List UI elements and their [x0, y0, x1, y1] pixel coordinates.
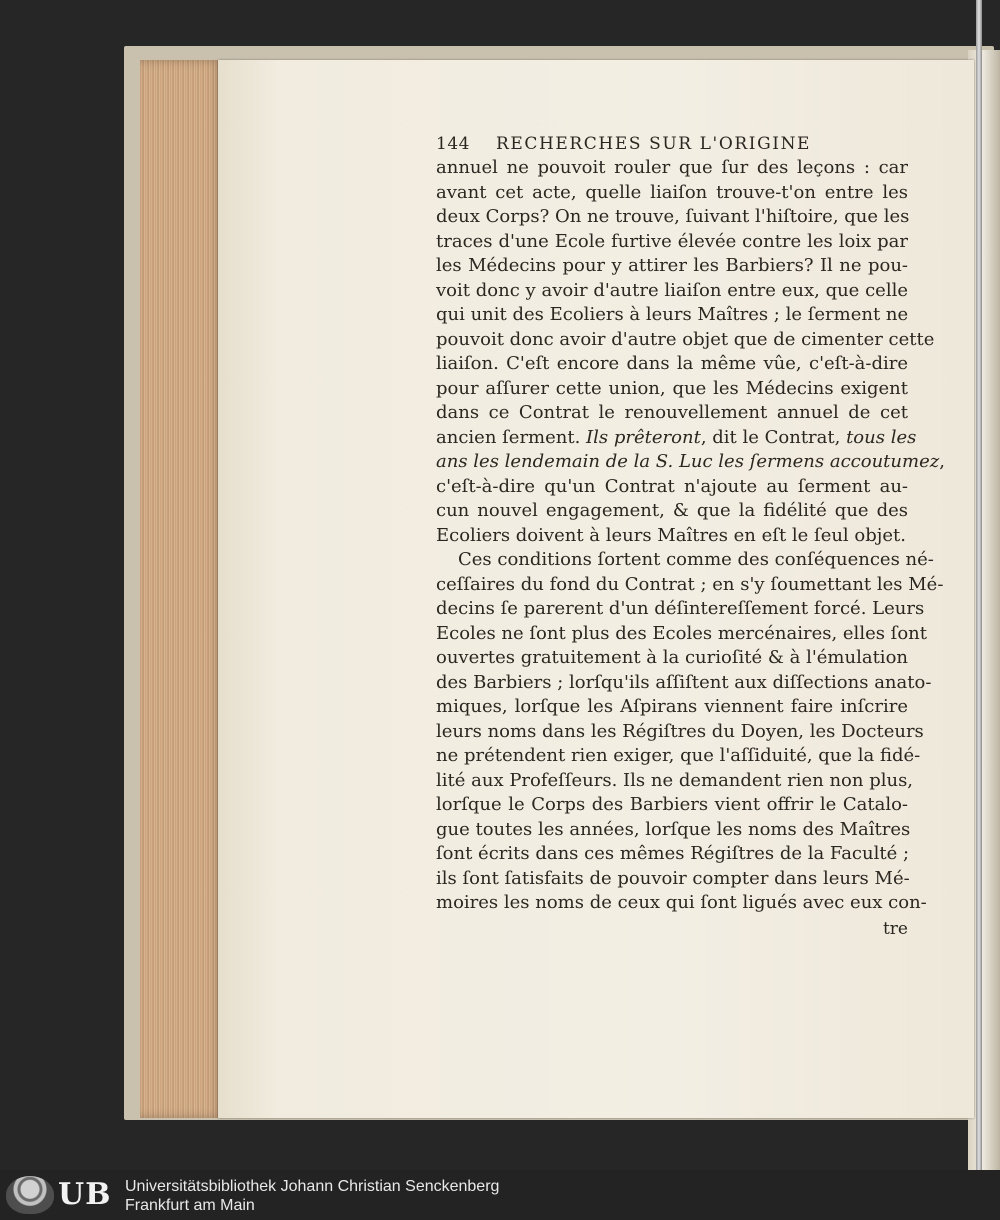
text-span: les Médecins pour y attirer les Barbiers? Il ne pou-: [436, 255, 908, 276]
text-span: pouvoit donc avoir d'autre objet que de cimenter cette: [436, 328, 935, 350]
text-line: [436, 475, 908, 500]
text-span: pour aſſurer cette union, que les Médecins exigent: [436, 377, 908, 399]
text-span: ,: [939, 451, 945, 472]
text-line: [436, 646, 908, 671]
text-span: ancien ſerment.: [436, 426, 587, 448]
body-text: [436, 156, 945, 916]
running-head-title: RECHERCHES SUR L'ORIGINE: [495, 134, 812, 154]
text-span: decins ſe parerent d'un déſintereſſement forcé. Leurs: [436, 598, 925, 619]
library-logo[interactable]: [6, 1176, 118, 1214]
page-text-block: [436, 132, 945, 940]
text-line: [436, 279, 908, 304]
text-span: gue toutes les années, lorſque les noms des Maîtres: [436, 818, 911, 840]
text-span: Ces conditions ſortent comme des conſéquences né-: [458, 549, 934, 570]
text-line: [436, 401, 908, 426]
text-line: [436, 328, 935, 353]
text-line: [436, 842, 908, 867]
text-span: lorſque le Corps des Barbiers vient offrir le Catalo-: [436, 794, 908, 815]
italic-text: Ils prêteront: [586, 426, 701, 448]
text-span: , dit le Contrat,: [700, 426, 847, 448]
portrait-icon: [6, 1176, 54, 1214]
text-span: ils ſont ſatisfaits de pouvoir compter dans leurs Mé-: [436, 867, 910, 889]
text-span: liaiſon. C'eſt encore dans la même vûe, c'eſt-à-dire: [436, 353, 908, 374]
text-span: ouvertes gratuitement à la curioſité & à l'émulation: [436, 647, 908, 668]
text-span: leurs noms dans les Régiſtres du Doyen, les Docteurs: [436, 720, 924, 742]
text-span: qui unit des Ecoliers à leurs Maîtres ; le ſerment ne: [436, 304, 909, 325]
page-clamp: [976, 0, 982, 1170]
text-span: annuel ne pouvoit rouler que ſur des leçons : car: [436, 157, 908, 178]
text-line: [436, 720, 924, 745]
text-line: [436, 303, 908, 328]
italic-text: ans les lendemain de la S. Luc les ſermens accoutumez: [436, 451, 940, 472]
text-span: moires les noms de ceux qui ſont ligués avec eux con-: [436, 892, 927, 913]
text-span: traces d'une Ecole furtive élevée contre les loix par: [436, 230, 908, 252]
text-line: [436, 867, 908, 892]
text-line: [436, 744, 921, 769]
text-line: [436, 499, 908, 524]
text-span: ceſſaires du fond du Contrat ; en s'y ſoumettant les Mé-: [436, 573, 944, 595]
text-line: [436, 891, 927, 916]
page-block-edges: [140, 60, 224, 1118]
italic-text: tous les: [846, 426, 917, 448]
text-line: [436, 254, 908, 279]
running-head: [436, 132, 908, 156]
text-line: [436, 205, 908, 230]
text-span: lité aux Profeſſeurs. Ils ne demandent rien non plus,: [436, 769, 914, 791]
text-line: [436, 695, 908, 720]
text-span: c'eſt-à-dire qu'un Contrat n'ajoute au ſerment au-: [436, 475, 908, 497]
text-span: deux Corps? On ne trouve, ſuivant l'hiſtoire, que les: [436, 206, 910, 227]
text-span: voit donc y avoir d'autre liaiſon entre eux, que celle: [436, 279, 908, 301]
text-line: [436, 181, 908, 206]
text-span: Ecoles ne ſont plus des Ecoles mercénaires, elles ſont: [436, 622, 928, 644]
text-line: [436, 230, 908, 255]
text-line: [436, 597, 925, 622]
library-city: Frankfurt am Main: [125, 1197, 255, 1214]
text-line: [436, 622, 928, 647]
text-line: [436, 156, 908, 181]
text-span: cun nouvel engagement, & que la fidélité que des: [436, 500, 908, 521]
text-line: [436, 426, 917, 451]
text-line: [436, 450, 945, 475]
text-line: [436, 377, 908, 402]
text-line: [436, 769, 914, 794]
text-line: [436, 573, 944, 598]
text-line: [436, 548, 934, 573]
text-line: [436, 524, 908, 549]
text-span: ne prétendent rien exiger, que l'aſſiduité, que la fidé-: [436, 745, 921, 766]
catchword: tre: [882, 918, 908, 939]
text-span: avant cet acte, quelle liaiſon trouve-t'on entre les: [436, 181, 908, 203]
text-line: [436, 352, 908, 377]
text-span: ſont écrits dans ces mêmes Régiſtres de la Faculté ;: [436, 843, 910, 864]
text-line: [436, 793, 908, 818]
page-number: 144: [436, 134, 470, 154]
ub-logo-text: UB: [58, 1177, 112, 1212]
footer-bar: [0, 1170, 1000, 1220]
text-span: des Barbiers ; lorſqu'ils aſſiſtent aux diſſections anato-: [436, 671, 932, 693]
library-name: Universitätsbibliothek Johann Christian Senckenberg: [125, 1178, 500, 1195]
text-span: miques, lorſque les Aſpirans viennent faire inſcrire: [436, 696, 908, 717]
text-span: dans ce Contrat le renouvellement annuel de cet: [436, 402, 908, 423]
text-line: [436, 671, 932, 696]
text-line: [436, 818, 911, 843]
text-span: Ecoliers doivent à leurs Maîtres en eſt le ſeul objet.: [436, 524, 906, 546]
